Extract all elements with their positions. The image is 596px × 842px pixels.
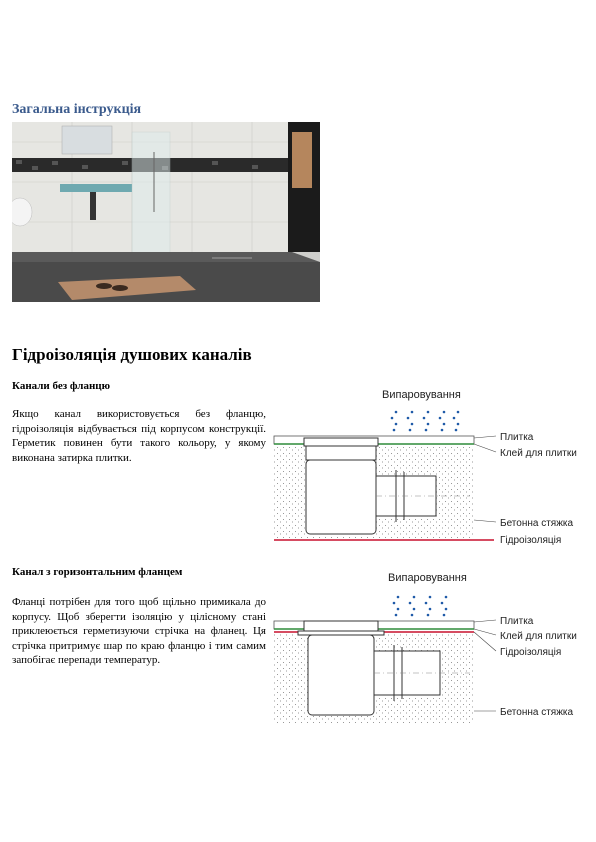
tile-glue-label-2: Клей для плитки bbox=[500, 631, 577, 642]
tile-label-2: Плитка bbox=[500, 616, 534, 627]
evaporation-label: Випаровування bbox=[382, 389, 461, 401]
section2-text: Фланці потрібен для того щоб щільно примикала до корпусу. Щоб зберегти ізоляцію у цілісному стані приклеюється герметизуючи стрічка на фланец. Ця стрічка притримує шар по краю фланцю і тим самим запобігає перепади температур. bbox=[12, 596, 266, 666]
concrete-label: Бетонна стяжка bbox=[500, 518, 574, 529]
diagram-horizontal-flange bbox=[270, 565, 596, 730]
section-title: Загальна інструкція bbox=[12, 102, 142, 117]
tile-label: Плитка bbox=[500, 432, 534, 443]
concrete-label-2: Бетонна стяжка bbox=[500, 707, 574, 718]
tile-glue-label: Клей для плитки bbox=[500, 448, 577, 459]
waterproofing-label-2: Гідроізоляція bbox=[500, 647, 562, 658]
section1-text: Якщо канал використовується без фланцю, гідроізоляція відбувається під корпусом конструкції. Герметик повинен бути такого кольору, у якому виконана затирка плитки. bbox=[12, 408, 266, 464]
diagram-no-flange bbox=[270, 380, 596, 550]
main-heading: Гідроізоляція душових каналів bbox=[12, 345, 252, 364]
bathroom-photo bbox=[12, 122, 320, 302]
section2-subtitle: Канал з горизонтальним фланцем bbox=[12, 566, 183, 578]
evaporation-label-2: Випаровування bbox=[388, 572, 467, 584]
waterproofing-label: Гідроізоляція bbox=[500, 535, 562, 546]
section1-subtitle: Канали без фланцю bbox=[12, 380, 111, 392]
